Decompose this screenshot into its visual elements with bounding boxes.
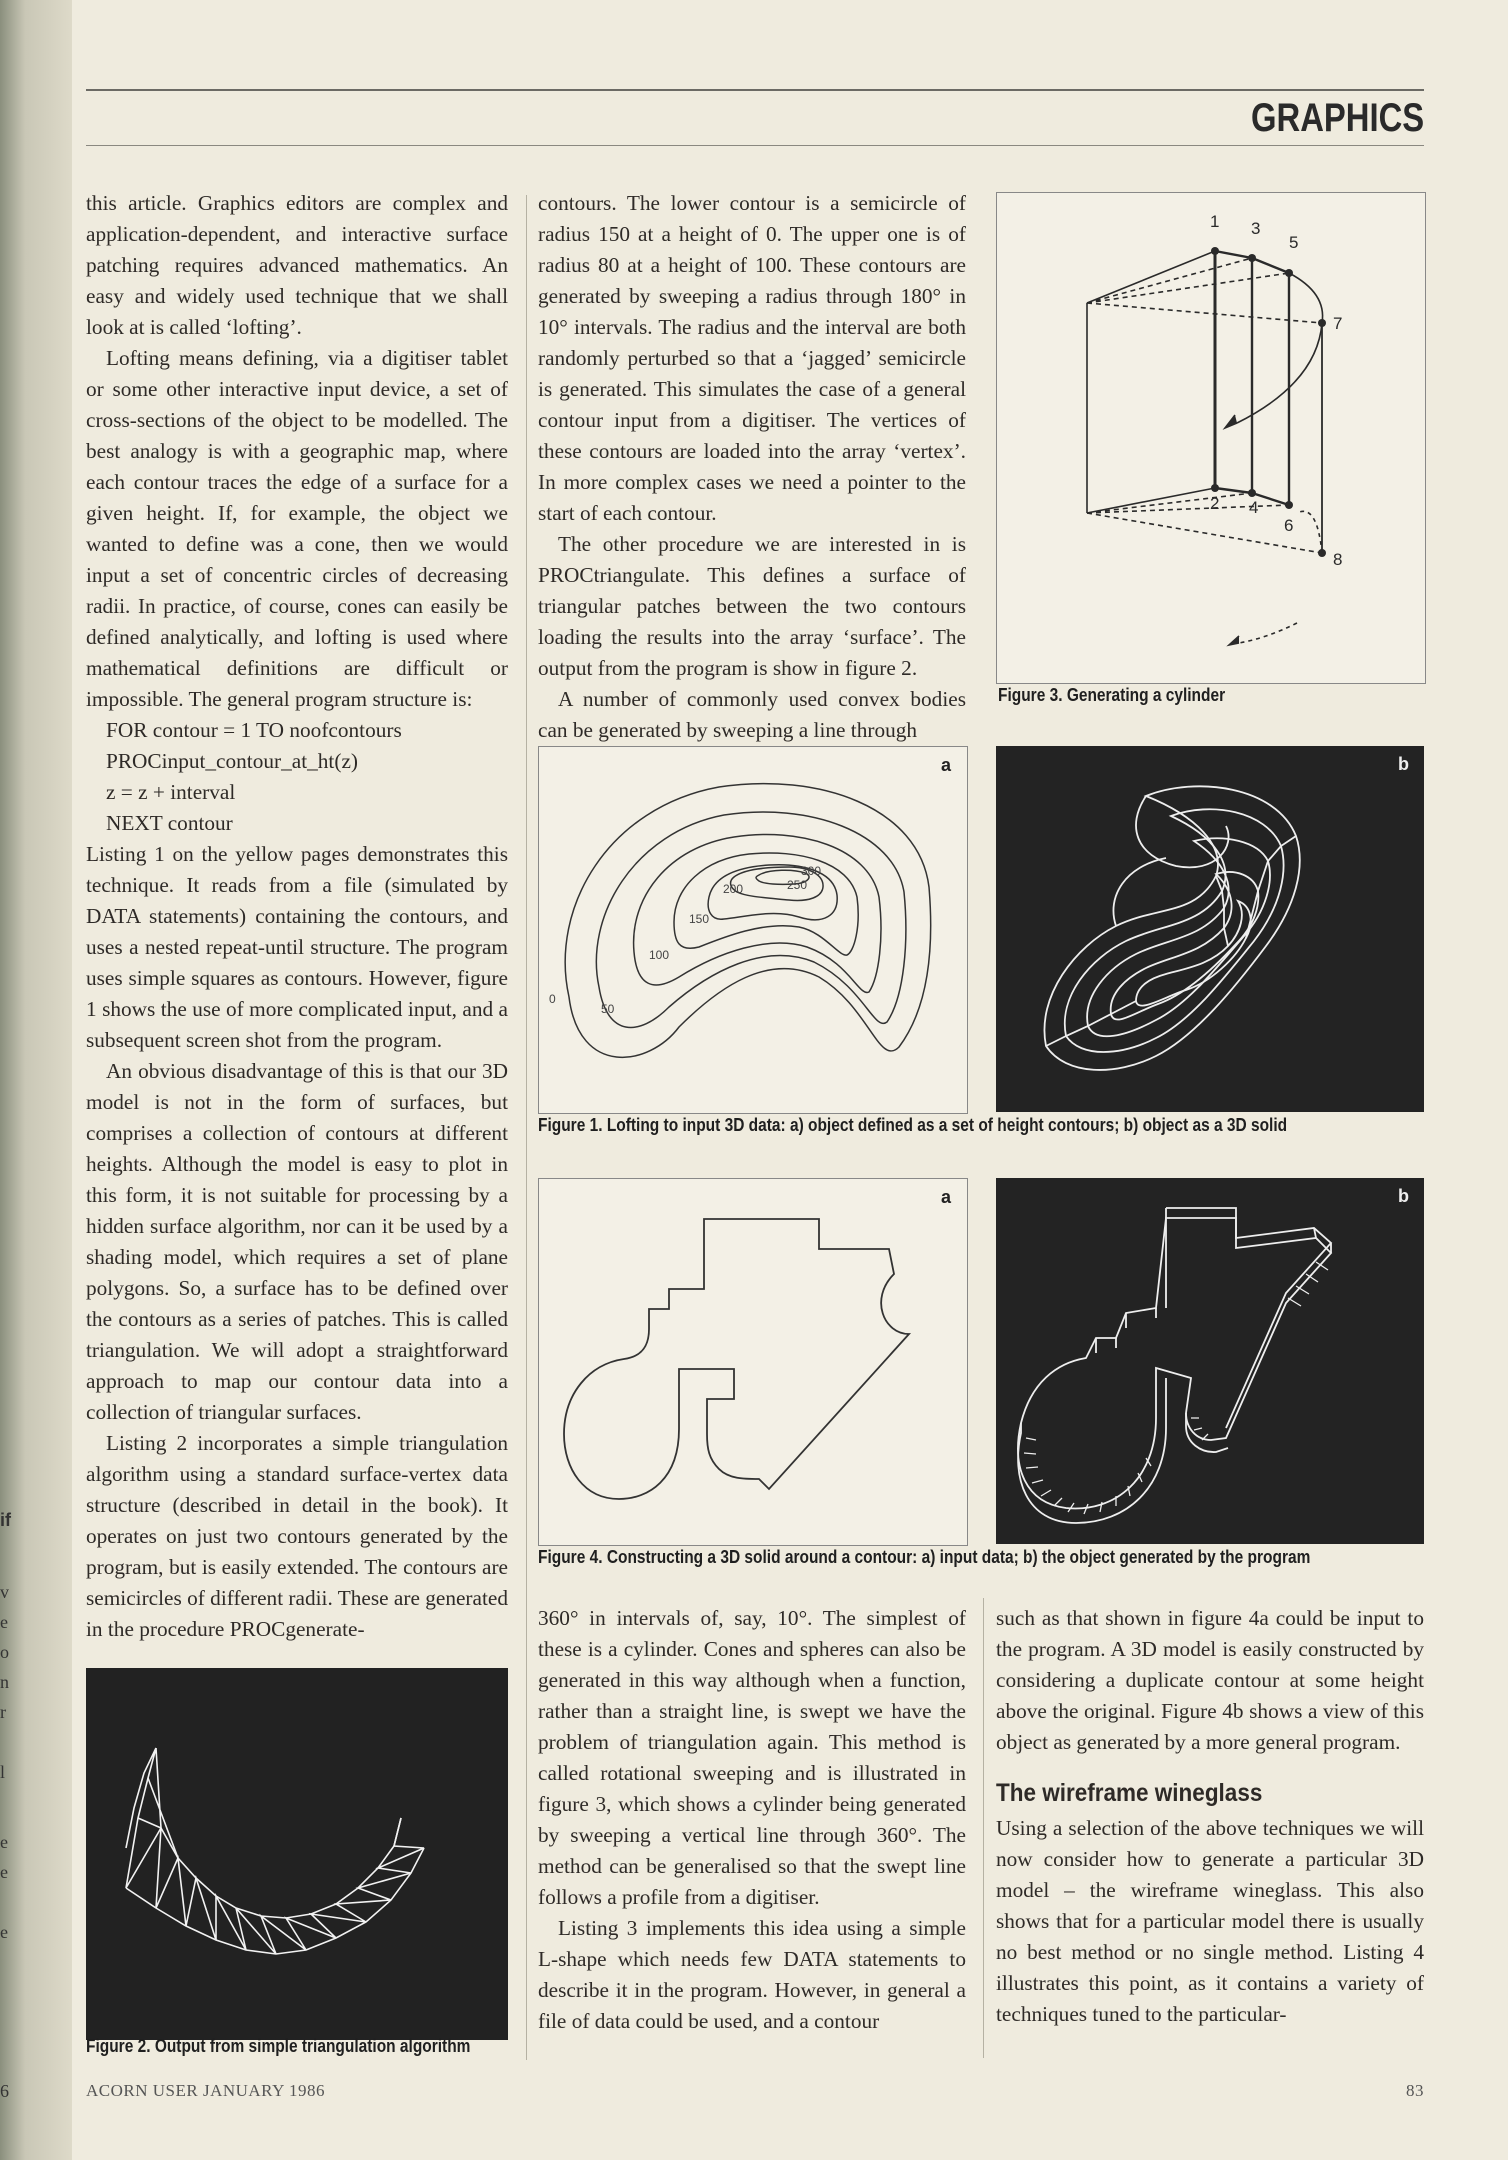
figure-2-caption: Figure 2. Output from simple triangulation algorithm <box>86 2036 471 2056</box>
paragraph: An obvious disadvantage of this is that our 3D model is not in the form of surfaces, but comprises a collection of contours at different heights. Although the model is easy to plot in this form, it is not suitable for processing by a hidden surface algorithm, nor can it be used by a shading model, which requires a set of plane polygons. So, a surface has to be defined over the contours as a series of patches. This is called triangulation. We will adopt a straightforward approach to map our contour data into a collection of triangular surfaces. <box>86 1059 508 1424</box>
header-rule <box>86 89 1424 91</box>
margin-fragment: e <box>0 1832 8 1852</box>
contour-label: 150 <box>689 912 710 926</box>
figure-1-caption: Figure 1. Lofting to input 3D data: a) object defined as a set of height contours; b) object as a 3D solid <box>538 1115 1288 1135</box>
lofted-solid <box>996 746 1424 1112</box>
panel-label: a <box>941 755 952 775</box>
panel-label: b <box>1398 1186 1409 1206</box>
code-block <box>86 715 508 839</box>
panel-label: b <box>1398 754 1409 774</box>
margin-fragment: n <box>0 1672 9 1692</box>
figure-1b-solid-render <box>996 746 1424 1112</box>
contour-label: 200 <box>723 882 744 896</box>
margin-fragment: e <box>0 1862 8 1882</box>
point-label: 7 <box>1333 314 1343 333</box>
code-line: z = z + interval <box>106 780 236 804</box>
code-line: NEXT contour <box>106 811 233 835</box>
triangulation-wireframe <box>86 1668 508 2040</box>
paragraph: such as that shown in figure 4a could be input to the program. A 3D model is easily constructed by considering a duplicate contour at some height above the original. Figure 4b shows a view of this object as generated by a more general program. <box>996 1606 1424 1754</box>
code-line: PROCinput_contour_at_ht(z) <box>106 749 358 773</box>
figure-1a-contour-map <box>538 746 968 1114</box>
header-underline <box>86 145 1424 146</box>
margin-fragment: e <box>0 1922 8 1942</box>
contour-outline <box>539 1179 967 1545</box>
margin-fragment: e <box>0 1612 8 1632</box>
point-label: 5 <box>1289 233 1299 252</box>
paragraph: Listing 1 on the yellow pages demonstrates this technique. It reads from a file (simulated by DATA statements) containing the contours, and uses a nested repeat-until structure. The program uses simple squares as contours. However, figure 1 shows the use of more complicated input, and a subsequent screen shot from the program. <box>86 842 508 1052</box>
contour-label: 300 <box>801 864 822 878</box>
code-line: FOR contour = 1 TO noofcontours <box>106 718 402 742</box>
contour-label: 250 <box>787 878 808 892</box>
column-1 <box>86 188 508 1645</box>
paragraph: 360° in intervals of, say, 10°. The simplest of these is a cylinder. Cones and spheres can also be generated in this way although when a function, rather than a straight line, is swept we have the problem of triangulation again. This method is called rotational sweeping and is illustrated in figure 3, which shows a cylinder being generated by sweeping a vertical line through 360°. The method can be generalised so that the swept line follows a profile from a digitiser. <box>538 1606 966 1909</box>
figure-3-caption: Figure 3. Generating a cylinder <box>998 685 1226 705</box>
figure-4b-generated-object <box>996 1178 1424 1544</box>
height-contours <box>539 747 967 1113</box>
paragraph: contours. The lower contour is a semicircle of radius 150 at a height of 0. The upper one is of radius 80 at a height of 100. These contours are generated by sweeping a radius through 180° in 10° intervals. The radius and the interval are both randomly perturbed so that a ‘jagged’ semicircle is generated. This simulates the case of a general contour input from a digitiser. The vertices of these contours are loaded into the array ‘vertex’. In more complex cases we need a pointer to the start of each contour. <box>538 191 966 525</box>
margin-fragment: o <box>0 1642 9 1662</box>
margin-fragment: if <box>0 1510 11 1530</box>
column-2-bottom <box>538 1603 966 2037</box>
figure-3-diagram <box>996 192 1426 684</box>
margin-fragment: r <box>0 1702 6 1722</box>
figure-2-image <box>86 1668 508 2040</box>
column-3 <box>996 1603 1424 2030</box>
section-subheading: The wireframe wineglass <box>996 1779 1263 1807</box>
point-label: 3 <box>1251 219 1261 238</box>
point-label: 1 <box>1210 212 1220 231</box>
panel-label: a <box>941 1187 952 1207</box>
contour-label: 0 <box>549 992 556 1006</box>
figure-4-caption: Figure 4. Constructing a 3D solid around a contour: a) input data; b) the object generated by the program <box>538 1547 1311 1567</box>
footer-page-number: 83 <box>1406 2081 1424 2100</box>
point-label: 8 <box>1333 550 1343 569</box>
point-label: 6 <box>1284 516 1294 535</box>
cylinder-sweep-diagram <box>997 193 1425 683</box>
paragraph: Using a selection of the above techniques we will now consider how to generate a particular 3D model – the wireframe wineglass. This also shows that for a particular model there is usually no best method or no single method. Listing 4 illustrates this point, as it contains a variety of techniques tuned to the particular- <box>996 1816 1424 2026</box>
point-label: 2 <box>1210 494 1220 513</box>
contour-label: 50 <box>601 1002 615 1016</box>
extruded-solid <box>996 1178 1424 1544</box>
section-title: GRAPHICS <box>1250 96 1424 140</box>
margin-fragment: v <box>0 1582 9 1602</box>
contour-label: 100 <box>649 948 670 962</box>
column-rule <box>526 195 527 2060</box>
paragraph: The other procedure we are interested in is PROCtriangulate. This defines a surface of triangular patches between the two contours loading the results into the array ‘surface’. The output from the program is show in figure 2. <box>538 532 966 680</box>
paragraph: A number of commonly used convex bodies can be generated by sweeping a line through <box>538 687 966 742</box>
footer-publication: ACORN USER JANUARY 1986 <box>86 2081 325 2100</box>
paragraph: Listing 3 implements this idea using a simple L-shape which needs few DATA statements to describe it in the program. However, in general a file of data could be used, and a contour <box>538 1916 966 2033</box>
column-rule <box>983 1598 984 2058</box>
column-2-top <box>538 188 966 746</box>
paragraph: this article. Graphics editors are complex and application-dependent, and interactive surface patching requires advanced mathematics. An easy and widely used technique that we shall look at is called ‘lofting’. <box>86 191 508 339</box>
paragraph: Lofting means defining, via a digitiser tablet or some other interactive input device, a set of cross-sections of the object to be modelled. The best analogy is with a geographic map, where each contour traces the edge of a surface for a given height. If, for example, the object we wanted to define was a cone, then we would input a set of concentric circles of decreasing radii. In practice, of course, cones can easily be defined analytically, and lofting is used where mathematical definitions are difficult or impossible. The general program structure is: <box>86 346 508 711</box>
figure-4a-input-contour <box>538 1178 968 1546</box>
page-gutter <box>0 0 72 2160</box>
margin-fragment: l <box>0 1762 6 1782</box>
margin-fragment: 6 <box>0 2081 9 2101</box>
point-label: 4 <box>1249 498 1259 517</box>
paragraph: Listing 2 incorporates a simple triangulation algorithm using a standard surface-vertex data structure (described in detail in the book). It operates on just two contours generated by the program, but is easily extended. The contours are semicircles of different radii. These are generated in the procedure PROCgenerate- <box>86 1431 508 1641</box>
